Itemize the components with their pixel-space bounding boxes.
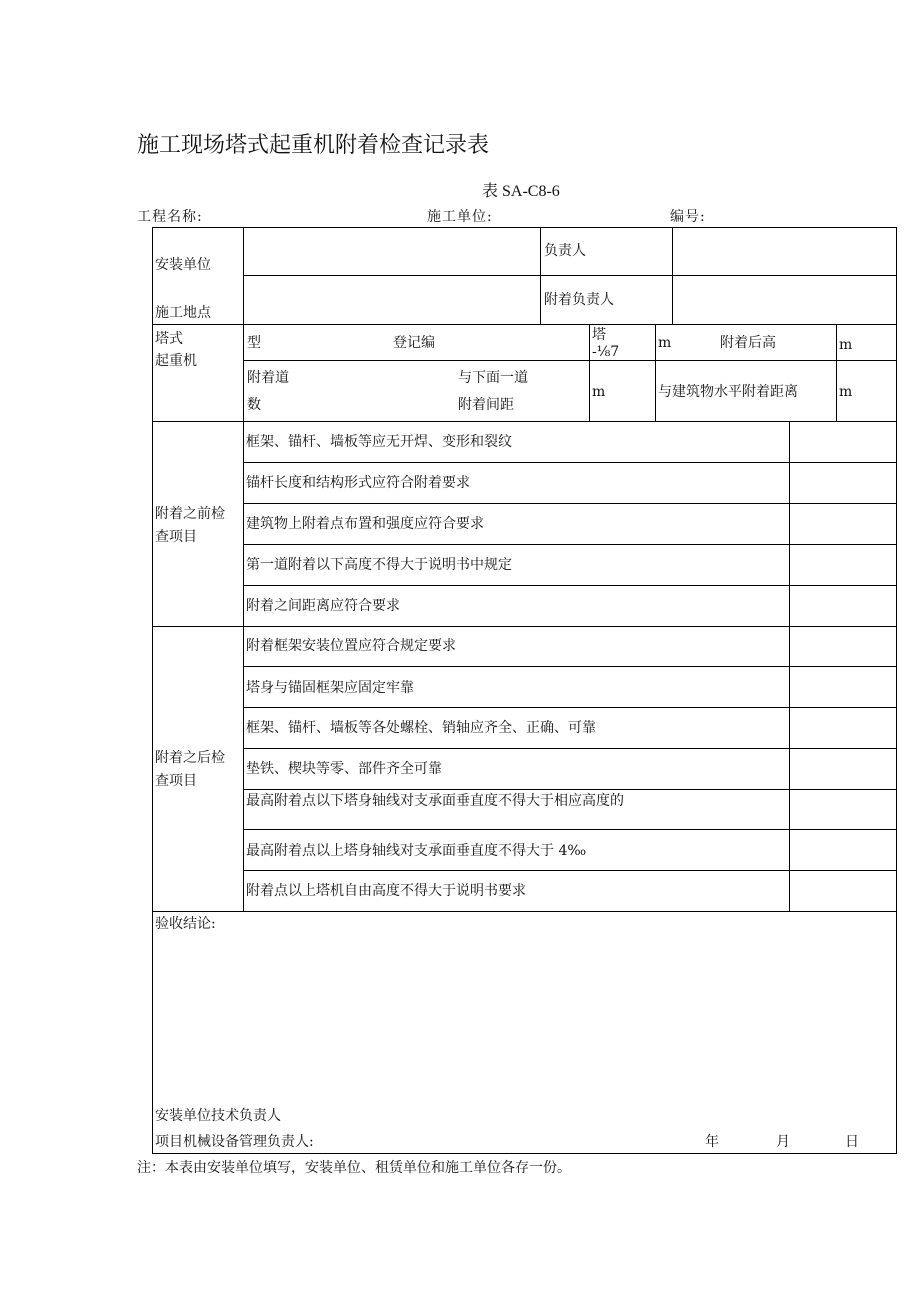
before-section-label-line1: 附着之前检 — [155, 506, 225, 522]
construction-unit-label: 施工单位: — [427, 209, 493, 225]
after-item-4: 垫铁、楔块等零、部件齐全可靠 — [246, 761, 442, 777]
crane-label-line1: 塔式 — [155, 331, 183, 347]
unit-m-3: m — [592, 384, 606, 400]
attach-count-line1: 附着道 — [247, 370, 289, 386]
after-section-label-line2: 查项目 — [155, 773, 197, 789]
page-title: 施工现场塔式起重机附着检查记录表 — [137, 133, 490, 158]
before-item-4: 第一道附着以下高度不得大于说明书中规定 — [246, 557, 512, 573]
after-item-7: 附着点以上塔机自由高度不得大于说明书要求 — [246, 883, 526, 899]
install-unit-label: 安装单位 — [155, 257, 211, 273]
equipment-manager-label: 项目机械设备管理负责人: — [155, 1134, 314, 1150]
spacing-line2: 附着间距 — [458, 397, 514, 413]
unit-m-4: m — [839, 384, 853, 400]
conclusion-label: 验收结论: — [155, 916, 216, 932]
model-label: 型 — [247, 335, 261, 351]
tower-label-line1: 塔 — [592, 327, 606, 343]
before-item-3: 建筑物上附着点布置和强度应符合要求 — [246, 516, 484, 532]
after-item-3: 框架、锚杆、墙板等各处螺栓、销轴应齐全、正确、可靠 — [246, 720, 596, 736]
before-item-1: 框架、锚杆、墙板等应无开焊、变形和裂纹 — [246, 434, 512, 450]
after-item-5: 最高附着点以下塔身轴线对支承面垂直度不得大于相应高度的 — [246, 793, 624, 809]
unit-m-1: m — [658, 335, 672, 351]
after-item-1: 附着框架安装位置应符合规定要求 — [246, 638, 456, 654]
serial-number-label: 编号: — [670, 209, 706, 225]
footnote: 注：本表由安装单位填写，安装单位、租赁单位和施工单位各存一份。 — [137, 1160, 571, 1176]
attach-count-line2: 数 — [247, 397, 261, 413]
before-item-2: 锚杆长度和结构形式应符合附着要求 — [246, 475, 470, 491]
spacing-line1: 与下面一道 — [458, 370, 528, 386]
before-item-5: 附着之间距离应符合要求 — [246, 598, 400, 614]
after-item-6: 最高附着点以上塔身轴线对支承面垂直度不得大于 4‰ — [246, 843, 587, 859]
before-section-label-line2: 查项目 — [155, 529, 197, 545]
after-item-2: 塔身与锚固框架应固定牢靠 — [246, 680, 414, 696]
attach-responsible-label: 附着负责人 — [544, 292, 614, 308]
month-label: 月 — [776, 1134, 790, 1150]
day-label: 日 — [845, 1134, 859, 1150]
tower-label-line2: -⅛7 — [592, 344, 620, 360]
crane-label-line2: 起重机 — [155, 353, 197, 369]
year-label: 年 — [705, 1134, 719, 1150]
project-name-label: 工程名称: — [137, 209, 203, 225]
responsible-label: 负责人 — [544, 243, 586, 259]
tech-lead-label: 安装单位技术负责人 — [155, 1108, 281, 1124]
unit-m-2: m — [839, 337, 853, 353]
form-number: 表 SA-C8-6 — [482, 183, 560, 200]
height-after-label: 附着后高 — [720, 335, 776, 351]
horizontal-distance-label: 与建筑物水平附着距离 — [658, 384, 798, 400]
after-section-label-line1: 附着之后检 — [155, 750, 225, 766]
site-label: 施工地点 — [155, 305, 211, 321]
register-label: 登记编 — [393, 335, 435, 351]
